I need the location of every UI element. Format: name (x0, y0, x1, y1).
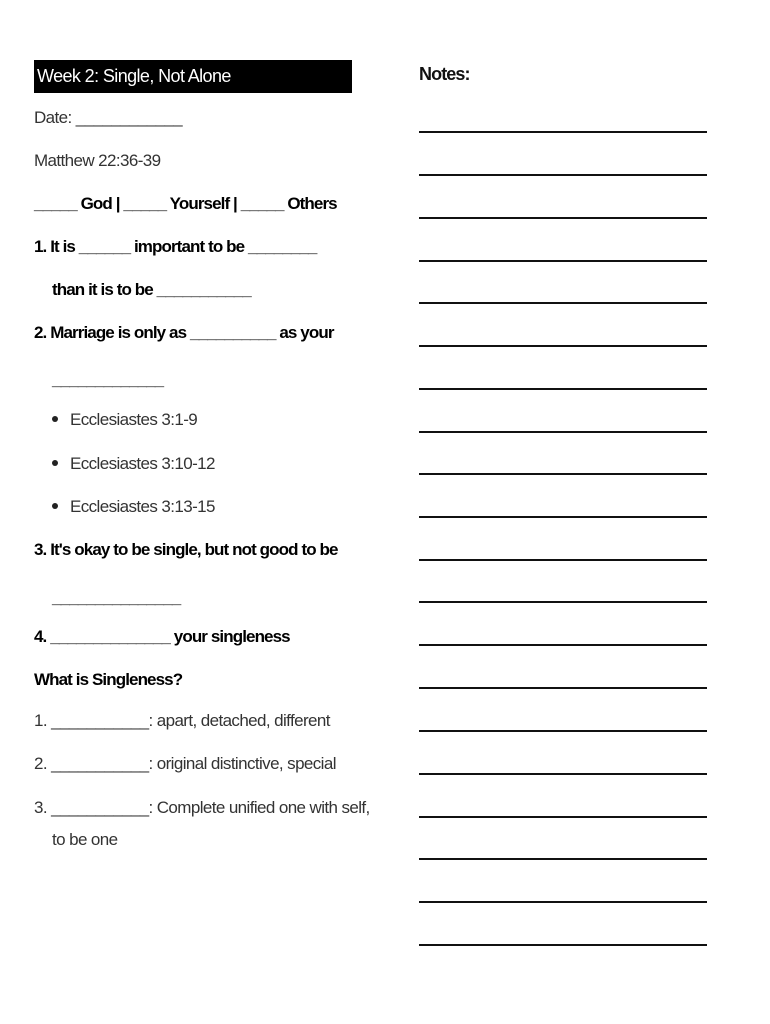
point-2-line-2: _____________ (52, 370, 164, 389)
what-is-singleness-heading: What is Singleness? (34, 670, 183, 689)
bullet-icon (52, 416, 58, 422)
note-line (419, 559, 707, 561)
definition-3-continued: to be one (52, 830, 118, 849)
note-line (419, 217, 707, 219)
list-item (52, 410, 197, 430)
list-item (52, 497, 215, 517)
definition-3: 3. ___________: Complete unified one with self, (34, 798, 370, 817)
bullet-icon (52, 503, 58, 509)
title-bar-wrap (34, 60, 352, 93)
definition-2: 2. ___________: original distinctive, special (34, 754, 336, 773)
bullet-text: Ecclesiastes 3:1-9 (70, 410, 198, 429)
note-line (419, 345, 707, 347)
note-line (419, 901, 707, 903)
note-line (419, 944, 707, 946)
point-2-line-1: 2. Marriage is only as __________ as your (34, 323, 334, 342)
note-line (419, 131, 707, 133)
note-line (419, 260, 707, 262)
point-1-line-1: 1. It is ______ important to be ________ (34, 237, 317, 256)
bullet-icon (52, 460, 58, 466)
bullet-text: Ecclesiastes 3:13-15 (70, 497, 215, 516)
note-line (419, 773, 707, 775)
list-item (52, 454, 215, 474)
note-line (419, 431, 707, 433)
note-line (419, 858, 707, 860)
point-3-line-2: _______________ (52, 588, 181, 607)
note-line (419, 174, 707, 176)
note-line (419, 516, 707, 518)
date-field-label: Date: ____________ (34, 108, 183, 127)
note-line (419, 816, 707, 818)
scripture-reference: Matthew 22:36-39 (34, 151, 161, 170)
note-line (419, 644, 707, 646)
note-line (419, 687, 707, 689)
point-3-line-1: 3. It's okay to be single, but not good to be (34, 540, 338, 559)
page-title: Week 2: Single, Not Alone (34, 60, 352, 93)
point-1-line-2: than it is to be ___________ (52, 280, 251, 299)
notes-label: Notes: (419, 64, 470, 84)
note-line (419, 388, 707, 390)
note-line (419, 601, 707, 603)
note-line (419, 730, 707, 732)
definition-1: 1. ___________: apart, detached, different (34, 711, 330, 730)
love-fill-in: _____ God | _____ Yourself | _____ Others (34, 194, 337, 213)
bullet-text: Ecclesiastes 3:10-12 (70, 454, 215, 473)
point-4: 4. ______________ your singleness (34, 627, 290, 646)
note-line (419, 302, 707, 304)
note-line (419, 473, 707, 475)
